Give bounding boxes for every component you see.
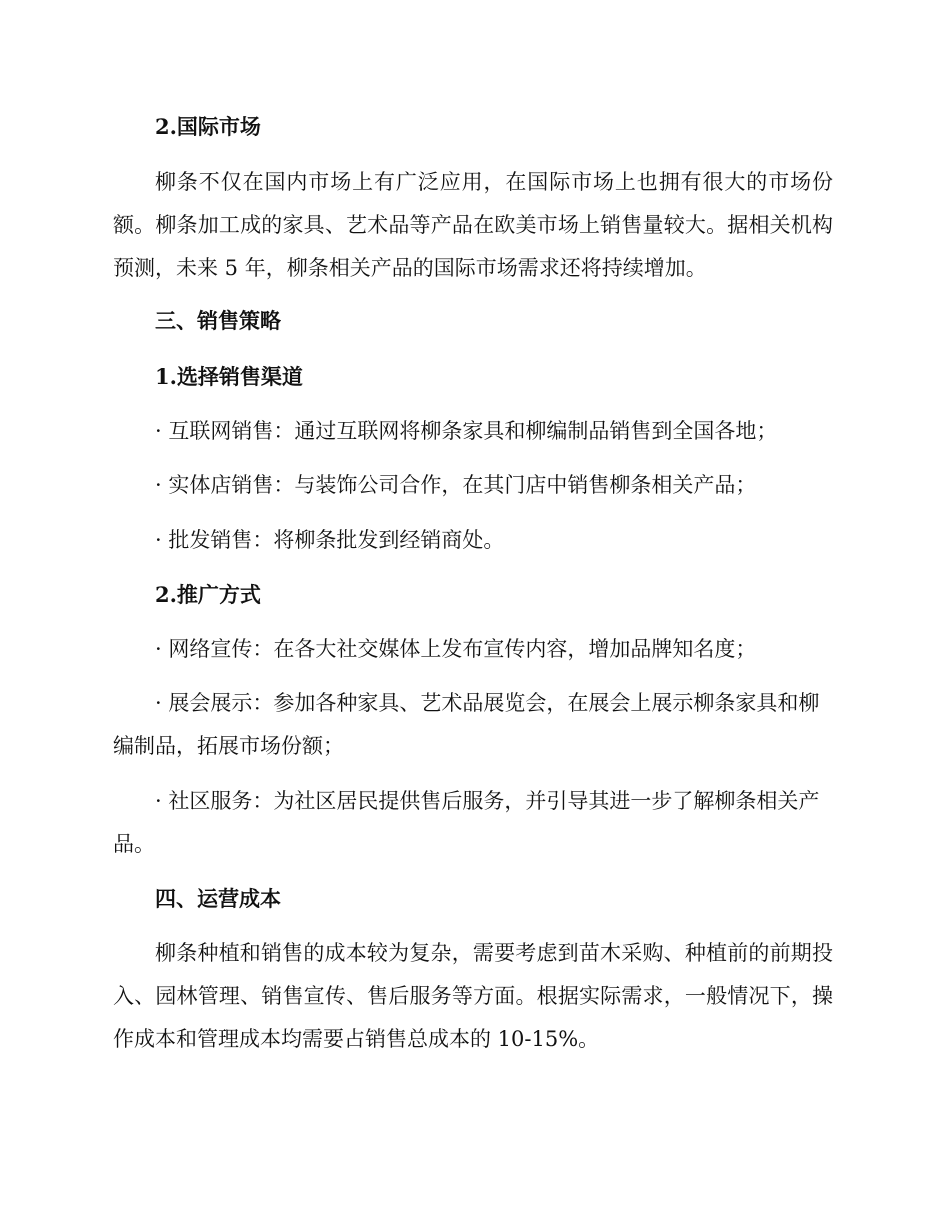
bullet-online-sales: · 互联网销售：通过互联网将柳条家具和柳编制品销售到全国各地；: [155, 419, 778, 443]
bullet-community-service: · 社区服务：为社区居民提供售后服务，并引导其进一步了解柳条相关产品。: [113, 789, 820, 856]
subheading-sales-channels: 1.选择销售渠道: [155, 364, 303, 389]
section-heading-international-market: 2.国际市场: [155, 114, 261, 139]
section-heading-sales-strategy: 三、销售策略: [155, 308, 281, 333]
paragraph-international-market: 柳条不仅在国内市场上有广泛应用，在国际市场上也拥有很大的市场份额。柳条加工成的家具、艺术品等产品在欧美市场上销售量较大。据相关机构预测，未来 5 年，柳条相关产品的国际市场需求还将持续增加。: [113, 170, 833, 280]
bullet-online-promotion: · 网络宣传：在各大社交媒体上发布宣传内容，增加品牌知名度；: [155, 637, 757, 661]
bullet-wholesale: · 批发销售：将柳条批发到经销商处。: [155, 528, 505, 552]
bullet-store-sales: · 实体店销售：与装饰公司合作，在其门店中销售柳条相关产品；: [155, 473, 757, 497]
subheading-promotion: 2.推广方式: [155, 582, 261, 607]
section-heading-operating-cost: 四、运营成本: [155, 886, 281, 911]
paragraph-operating-cost: 柳条种植和销售的成本较为复杂，需要考虑到苗木采购、种植前的前期投入、园林管理、销售宣传、售后服务等方面。根据实际需求，一般情况下，操作成本和管理成本均需要占销售总成本的 10-15%。: [113, 941, 833, 1051]
bullet-exhibition: · 展会展示：参加各种家具、艺术品展览会，在展会上展示柳条家具和柳编制品，拓展市场份额；: [113, 691, 820, 758]
